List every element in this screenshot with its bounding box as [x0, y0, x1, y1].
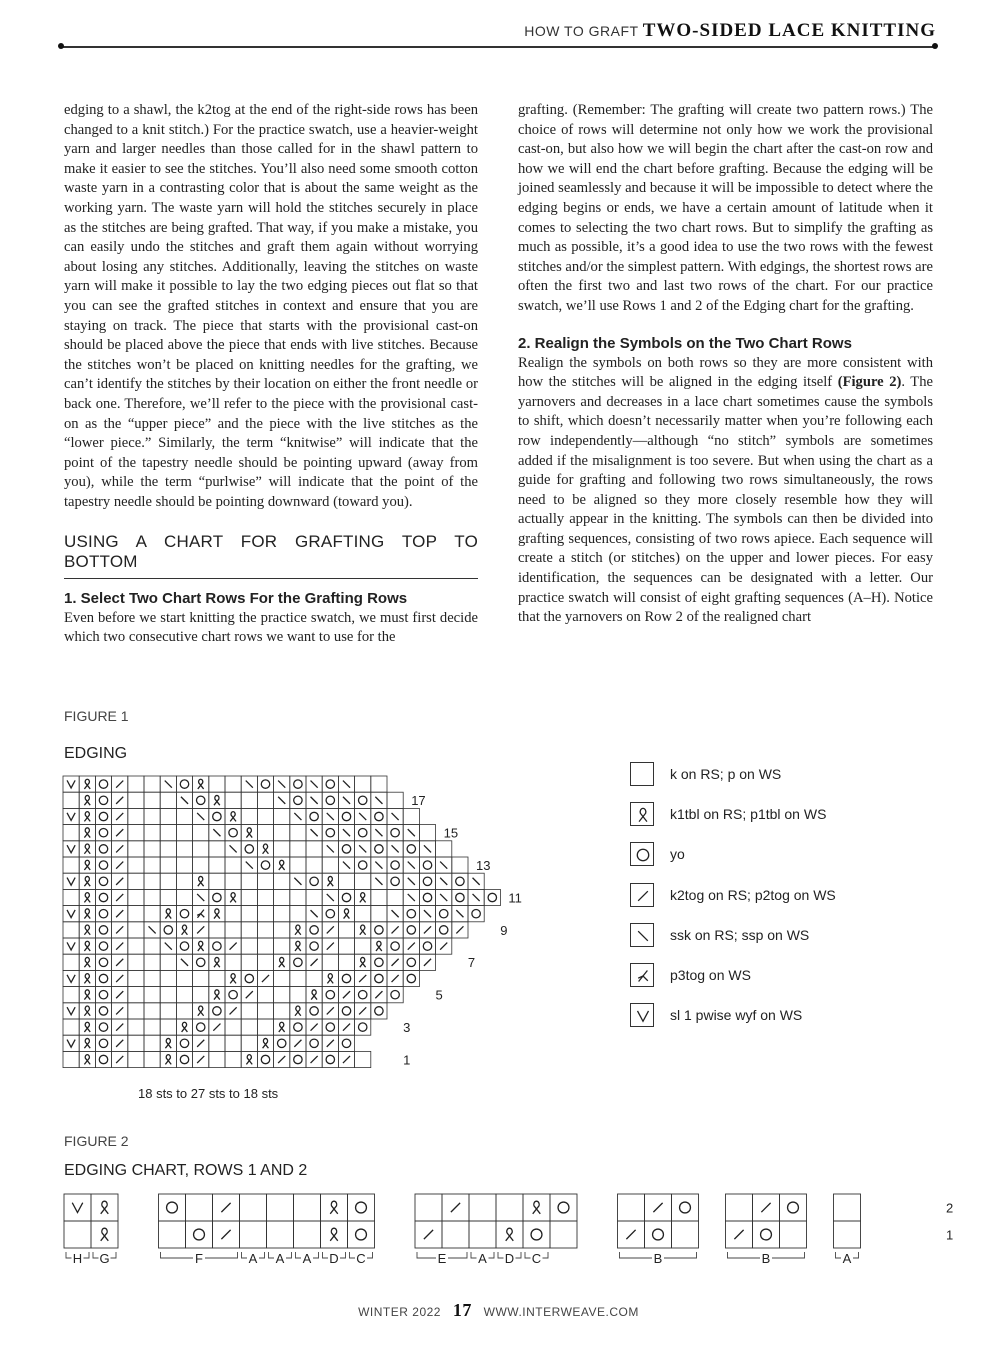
row-number-label: 1: [946, 1227, 954, 1243]
sequence-group: [618, 1194, 699, 1248]
row-number-label: 11: [508, 890, 522, 906]
header-title: [524, 20, 936, 42]
header-rule: [60, 46, 936, 48]
figure-2-reference: (Figure 2): [837, 374, 902, 391]
realigned-rows-chart: [62, 1190, 962, 1270]
sequence-group: [64, 1194, 118, 1248]
slip-icon: [630, 1003, 654, 1027]
figure-1-label: FIGURE 1: [64, 708, 129, 724]
legend-text: k2tog on RS; p2tog on WS: [670, 886, 836, 903]
header-prefix: HOW TO GRAFT: [524, 23, 643, 39]
k2tog-icon: [630, 883, 654, 907]
right-paragraph-2-text-cont: . The yarnovers and decreases in a lace chart sometimes cause the symbols to shift, which doesn’t necessarily matter when you’re following each row independently—although “no stitch” symbols are sometimes added if the misalignment is too severe. But when using the chart as a guide for grafting and following two rows simultaneously, the rows need to be aligned so they more closely resemble how they will actually appear in the knitting. The symbols can then be divided into grafting sequences, consisting of two rows apiece. Each sequence will create a stitch (or stitches) on the upper and lower pieces. For easy identification, the sequences can be designated with a letter. Our practice swatch will consist of eight grafting sequences (A–H). Notice that the yarnovers on Row 2 of the realigned chart: [518, 374, 933, 626]
row-number-label: 13: [476, 857, 491, 873]
figure-2-label: FIGURE 2: [64, 1133, 129, 1149]
sequence-letter: B: [761, 1251, 771, 1266]
sequence-group: [834, 1194, 861, 1248]
sequence-letter: C: [356, 1251, 366, 1266]
legend-item: [630, 842, 960, 868]
sequence-letter: A: [248, 1251, 258, 1266]
footer-website: WWW.INTERWEAVE.COM: [483, 1305, 639, 1319]
left-paragraph-2: Even before we start knitting the practice swatch, we must first decide which two consecutive chart rows we want to use for the: [64, 609, 478, 646]
header-rule-dot-left: [58, 43, 64, 49]
row-number-label: 3: [403, 1019, 411, 1035]
sequence-letter: H: [72, 1251, 83, 1266]
sequence-letter: F: [195, 1251, 203, 1266]
subheading-1: 1. Select Two Chart Rows For the Grafting Rows: [64, 589, 408, 607]
sequence-group: [415, 1194, 577, 1248]
left-paragraph-1: edging to a shawl, the k2tog at the end of the right-side rows has been changed to a knit stitch.) For the practice swatch, use a heavier-weight yarn and larger needles than those called for in the shawl pattern to make it easier to see the stitches. You’ll also need some smooth cotton waste yarn in a contrasting color that is about the same weight as the working yarn. The waste yarn will hold the stitches securely in place as the stitches are being grafted. That way, if you make a mistake, you can easily undo the stitches and graft them again without worrying about losing any stitches. Additionally, leaving the stitches on waste yarn will make it possible to lay the two edging pieces out flat so that you can see the grafted stitches in context and ensure that you are staying on track. The piece that starts with the provisional cast-on should be placed above the piece that ends with live stitches. Because the stitches won’t be placed on knitting needles for the grafting, we can’t identify the stitches by their location on either the front needle or back one. Therefore, we’ll refer to the piece with the provisional cast-on as the “upper piece” and the piece with the live stitches as the “lower piece.” Similarly, the term “knitwise” will indicate that the point of the tapestry needle should be pointing upward (away from you), while the term “purlwise” will indicate that the point of the tapestry needle should be pointing downward (toward you).: [64, 102, 478, 510]
row-number-label: 9: [500, 922, 508, 938]
blank-icon: [630, 762, 654, 786]
right-paragraph-2-text: Realign the symbols on both rows so they are more consistent with how the stitches will be aligned in the edging itself: [518, 354, 933, 391]
legend-item: [630, 1003, 960, 1029]
row-number-label: 15: [443, 825, 459, 841]
sequence-letter: B: [653, 1251, 663, 1266]
legend-text: k1tbl on RS; p1tbl on WS: [670, 806, 827, 823]
legend-text: sl 1 pwise wyf on WS: [670, 1007, 803, 1024]
legend-item: [630, 762, 960, 788]
sequence-letter: A: [275, 1251, 285, 1266]
figure-1-title: EDGING: [64, 745, 128, 762]
right-paragraph-2: [518, 354, 933, 628]
twisted-icon: [630, 802, 654, 826]
sequence-letter: D: [329, 1251, 339, 1266]
sequence-letter: E: [437, 1251, 447, 1266]
legend-item: [630, 802, 960, 828]
row-number-label: 17: [411, 793, 426, 809]
page-number: 17: [452, 1300, 472, 1320]
sequence-letter: C: [531, 1251, 542, 1266]
subheading-2: 2. Realign the Symbols on the Two Chart Rows: [518, 334, 852, 352]
header-title-bold: TWO-SIDED LACE KNITTING: [642, 20, 936, 41]
legend-item: [630, 963, 960, 989]
sequence-letter: A: [302, 1251, 312, 1266]
sequence-letter: A: [478, 1251, 487, 1266]
page-footer: [0, 1300, 997, 1321]
row-number-label: 2: [946, 1200, 954, 1216]
legend-text: k on RS; p on WS: [670, 766, 782, 782]
p3tog-icon: [630, 963, 654, 987]
sequence-group: [159, 1194, 375, 1248]
sequence-group: [726, 1194, 807, 1248]
legend-item: [630, 883, 960, 909]
section-heading: USING A CHART FOR GRAFTING TOP TO BOTTOM: [64, 532, 478, 578]
right-paragraph-1: grafting. (Remember: The grafting will create two pattern rows.) The choice of rows will determine not only how we work the provisional cast-on, but also how we will begin the chart after the cast-on row and how we will end the chart before grafting. Because the edging will be joined seamlessly and because it will be impossible to detect where the edging begins or ends, we have a certain amount of latitude when it comes to selecting the two chart rows. But to simplify the grafting as much as possible, it’s a good idea to use the two rows with the fewest stitches and/or the simplest pattern. With edgings, the shortest rows are often the first two and last two rows of the chart. For our practice swatch, we’ll use Rows 1 and 2 of the Edging chart for the grafting.: [518, 102, 933, 314]
figure-1-caption: 18 sts to 27 sts to 18 sts: [138, 1086, 279, 1101]
header-rule-dot-right: [932, 43, 938, 49]
right-column: [518, 101, 933, 628]
edging-chart: [62, 775, 582, 1075]
sequence-letter: A: [842, 1251, 852, 1266]
row-number-label: 5: [435, 987, 443, 1003]
sequence-letter: G: [99, 1251, 110, 1266]
row-number-label: 7: [467, 955, 476, 971]
running-header: [60, 14, 936, 48]
legend-text: p3tog on WS: [670, 967, 751, 983]
row-number-label: 1: [403, 1052, 411, 1068]
sequence-letter: D: [504, 1251, 515, 1266]
yarnover-icon: [630, 842, 654, 866]
legend-text: ssk on RS; ssp on WS: [670, 926, 810, 943]
ssk-icon: [630, 923, 654, 947]
footer-issue: WINTER 2022: [358, 1305, 441, 1319]
figure-2-title: EDGING CHART, ROWS 1 AND 2: [64, 1162, 308, 1179]
legend-item: [630, 923, 960, 949]
legend-text: yo: [670, 846, 685, 863]
left-column: [64, 101, 478, 648]
